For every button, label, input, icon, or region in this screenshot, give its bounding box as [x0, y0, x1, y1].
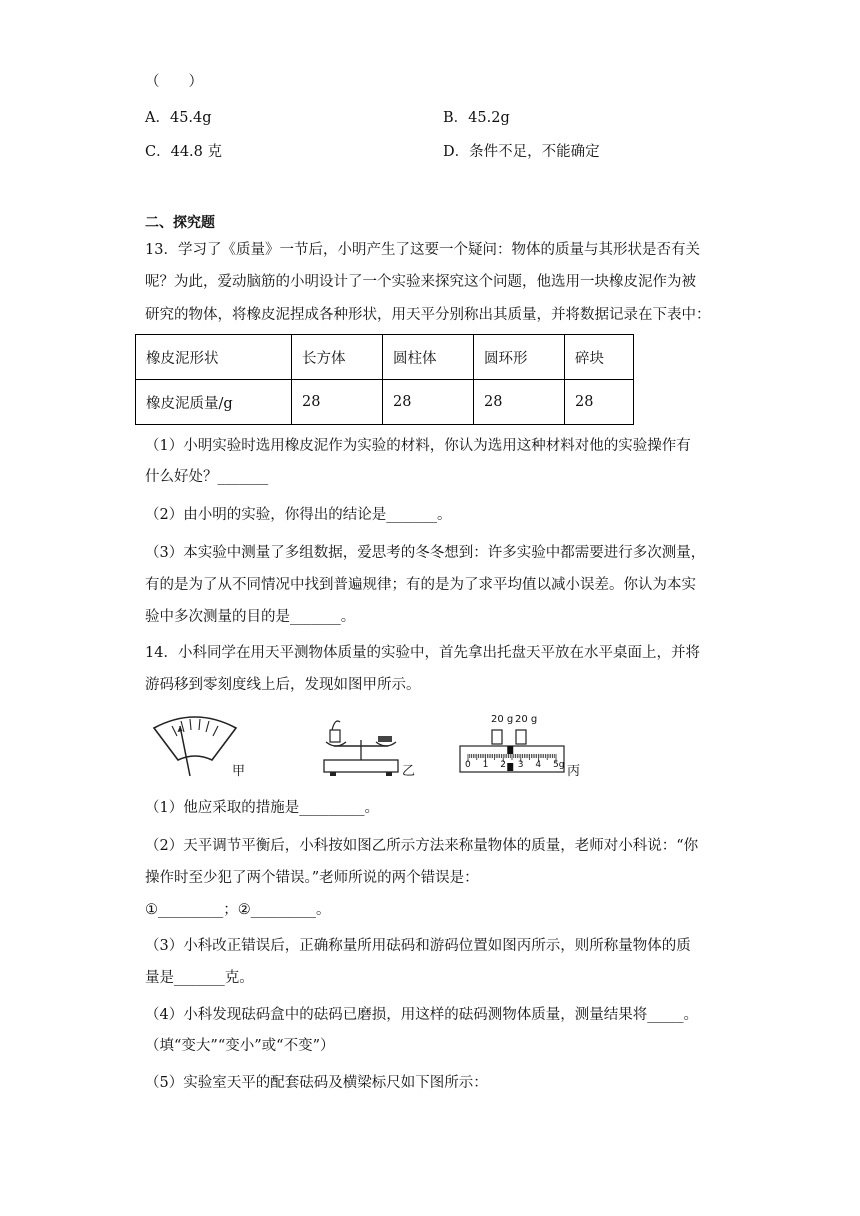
q13-part-line: （1）小明实验时选用橡皮泥作为实验的材料，你认为选用这种材料对他的实验操作有	[145, 438, 691, 454]
figure-label-c: 丙	[567, 764, 581, 779]
q13-stem-line: 研究的物体，将橡皮泥捏成各种形状，用天平分别称出其质量，并将数据记录在下表中：	[145, 307, 711, 323]
table-cell: 28	[565, 380, 634, 425]
table-row	[136, 335, 634, 380]
q14-part-line: 量是_______克。	[145, 970, 254, 986]
ruler-tick-label: 1	[482, 760, 489, 770]
q13-part-line: （3）本实验中测量了多组数据，爱思考的冬冬想到：许多实验中都需要进行多次测量，	[145, 545, 706, 561]
q14-part-line: （3）小科改正错误后，正确称量所用砝码和游码位置如图丙所示，则所称量物体的质	[145, 938, 691, 954]
option-c: C．44.8 克	[145, 144, 222, 160]
ruler-tick-label: 3	[517, 760, 524, 770]
q14-part-line: ①_________；②_________。	[145, 902, 331, 918]
answer-bracket: （ ）	[145, 74, 203, 90]
table-cell: 圆柱体	[383, 335, 474, 380]
tray-balance-figure	[316, 716, 408, 778]
section-title: 二、探究题	[145, 215, 215, 231]
table-cell: 28	[292, 380, 383, 425]
q14-part-line: 操作时至少犯了两个错误。”老师所说的两个错误是：	[145, 870, 479, 886]
ruler-tick-label: 5g	[553, 760, 565, 770]
table-cell: 28	[383, 380, 474, 425]
q13-stem-line: 13．学习了《质量》一节后，小明产生了这要一个疑问：物体的质量与其形状是否有关	[145, 242, 700, 258]
q13-part-line: 有的是为了从不同情况中找到普遍规律；有的是为了求平均值以减小误差。你认为本实	[145, 577, 696, 593]
option-a: A．45.4g	[145, 110, 212, 126]
ruler-tick-label: 0	[465, 760, 471, 770]
ruler-tick-label: 2	[500, 760, 506, 770]
ruler-tick-label: 4	[535, 760, 542, 770]
q13-part-line: 验中多次测量的目的是_______。	[145, 609, 356, 625]
q14-stem-line: 14．小科同学在用天平测物体质量的实验中，首先拿出托盘天平放在水平桌面上，并将	[145, 645, 700, 661]
rider-marker	[507, 763, 513, 771]
figure-label-b: 乙	[402, 764, 416, 779]
option-b: B．45.2g	[443, 110, 510, 126]
weights-and-rider-figure	[458, 726, 566, 776]
table-row	[136, 380, 634, 425]
q14-stem-line: 游码移到零刻度线上后，发现如图甲所示。	[145, 677, 421, 693]
q14-part-line: （1）他应采取的措施是_________。	[145, 800, 379, 816]
rider-marker	[507, 746, 513, 754]
weight-label: 20 g	[491, 714, 514, 725]
q13-stem-line: 呢？为此，爱动脑筋的小明设计了一个实验来探究这个问题，他选用一块橡皮泥作为被	[145, 274, 696, 290]
figure-label-a: 甲	[232, 764, 246, 779]
q14-part-line: （2）天平调节平衡后，小科按如图乙所示方法来称量物体的质量，老师对小科说：“你	[145, 838, 699, 854]
table-cell: 橡皮泥质量/g	[136, 380, 292, 425]
table-cell: 橡皮泥形状	[136, 335, 292, 380]
q14-part-line: （4）小科发现砝码盒中的砝码已磨损，用这样的砝码测物体质量，测量结果将_____。	[145, 1007, 698, 1023]
option-d: D．条件不足，不能确定	[443, 144, 600, 160]
q14-part-line: （填“变大”“变小”或“不变”）	[145, 1038, 335, 1054]
pointer-scale-figure	[150, 708, 240, 778]
table-cell: 碎块	[565, 335, 634, 380]
q13-part-line: 什么好处？_______	[145, 469, 269, 485]
mass-table	[135, 334, 634, 425]
table-cell: 长方体	[292, 335, 383, 380]
table-cell: 28	[474, 380, 565, 425]
table-cell: 圆环形	[474, 335, 565, 380]
q14-part-line: （5）实验室天平的配套砝码及横梁标尺如下图所示：	[145, 1075, 488, 1091]
weight-label: 20 g	[515, 714, 538, 725]
q13-part-line: （2）由小明的实验，你得出的结论是_______。	[145, 507, 452, 523]
